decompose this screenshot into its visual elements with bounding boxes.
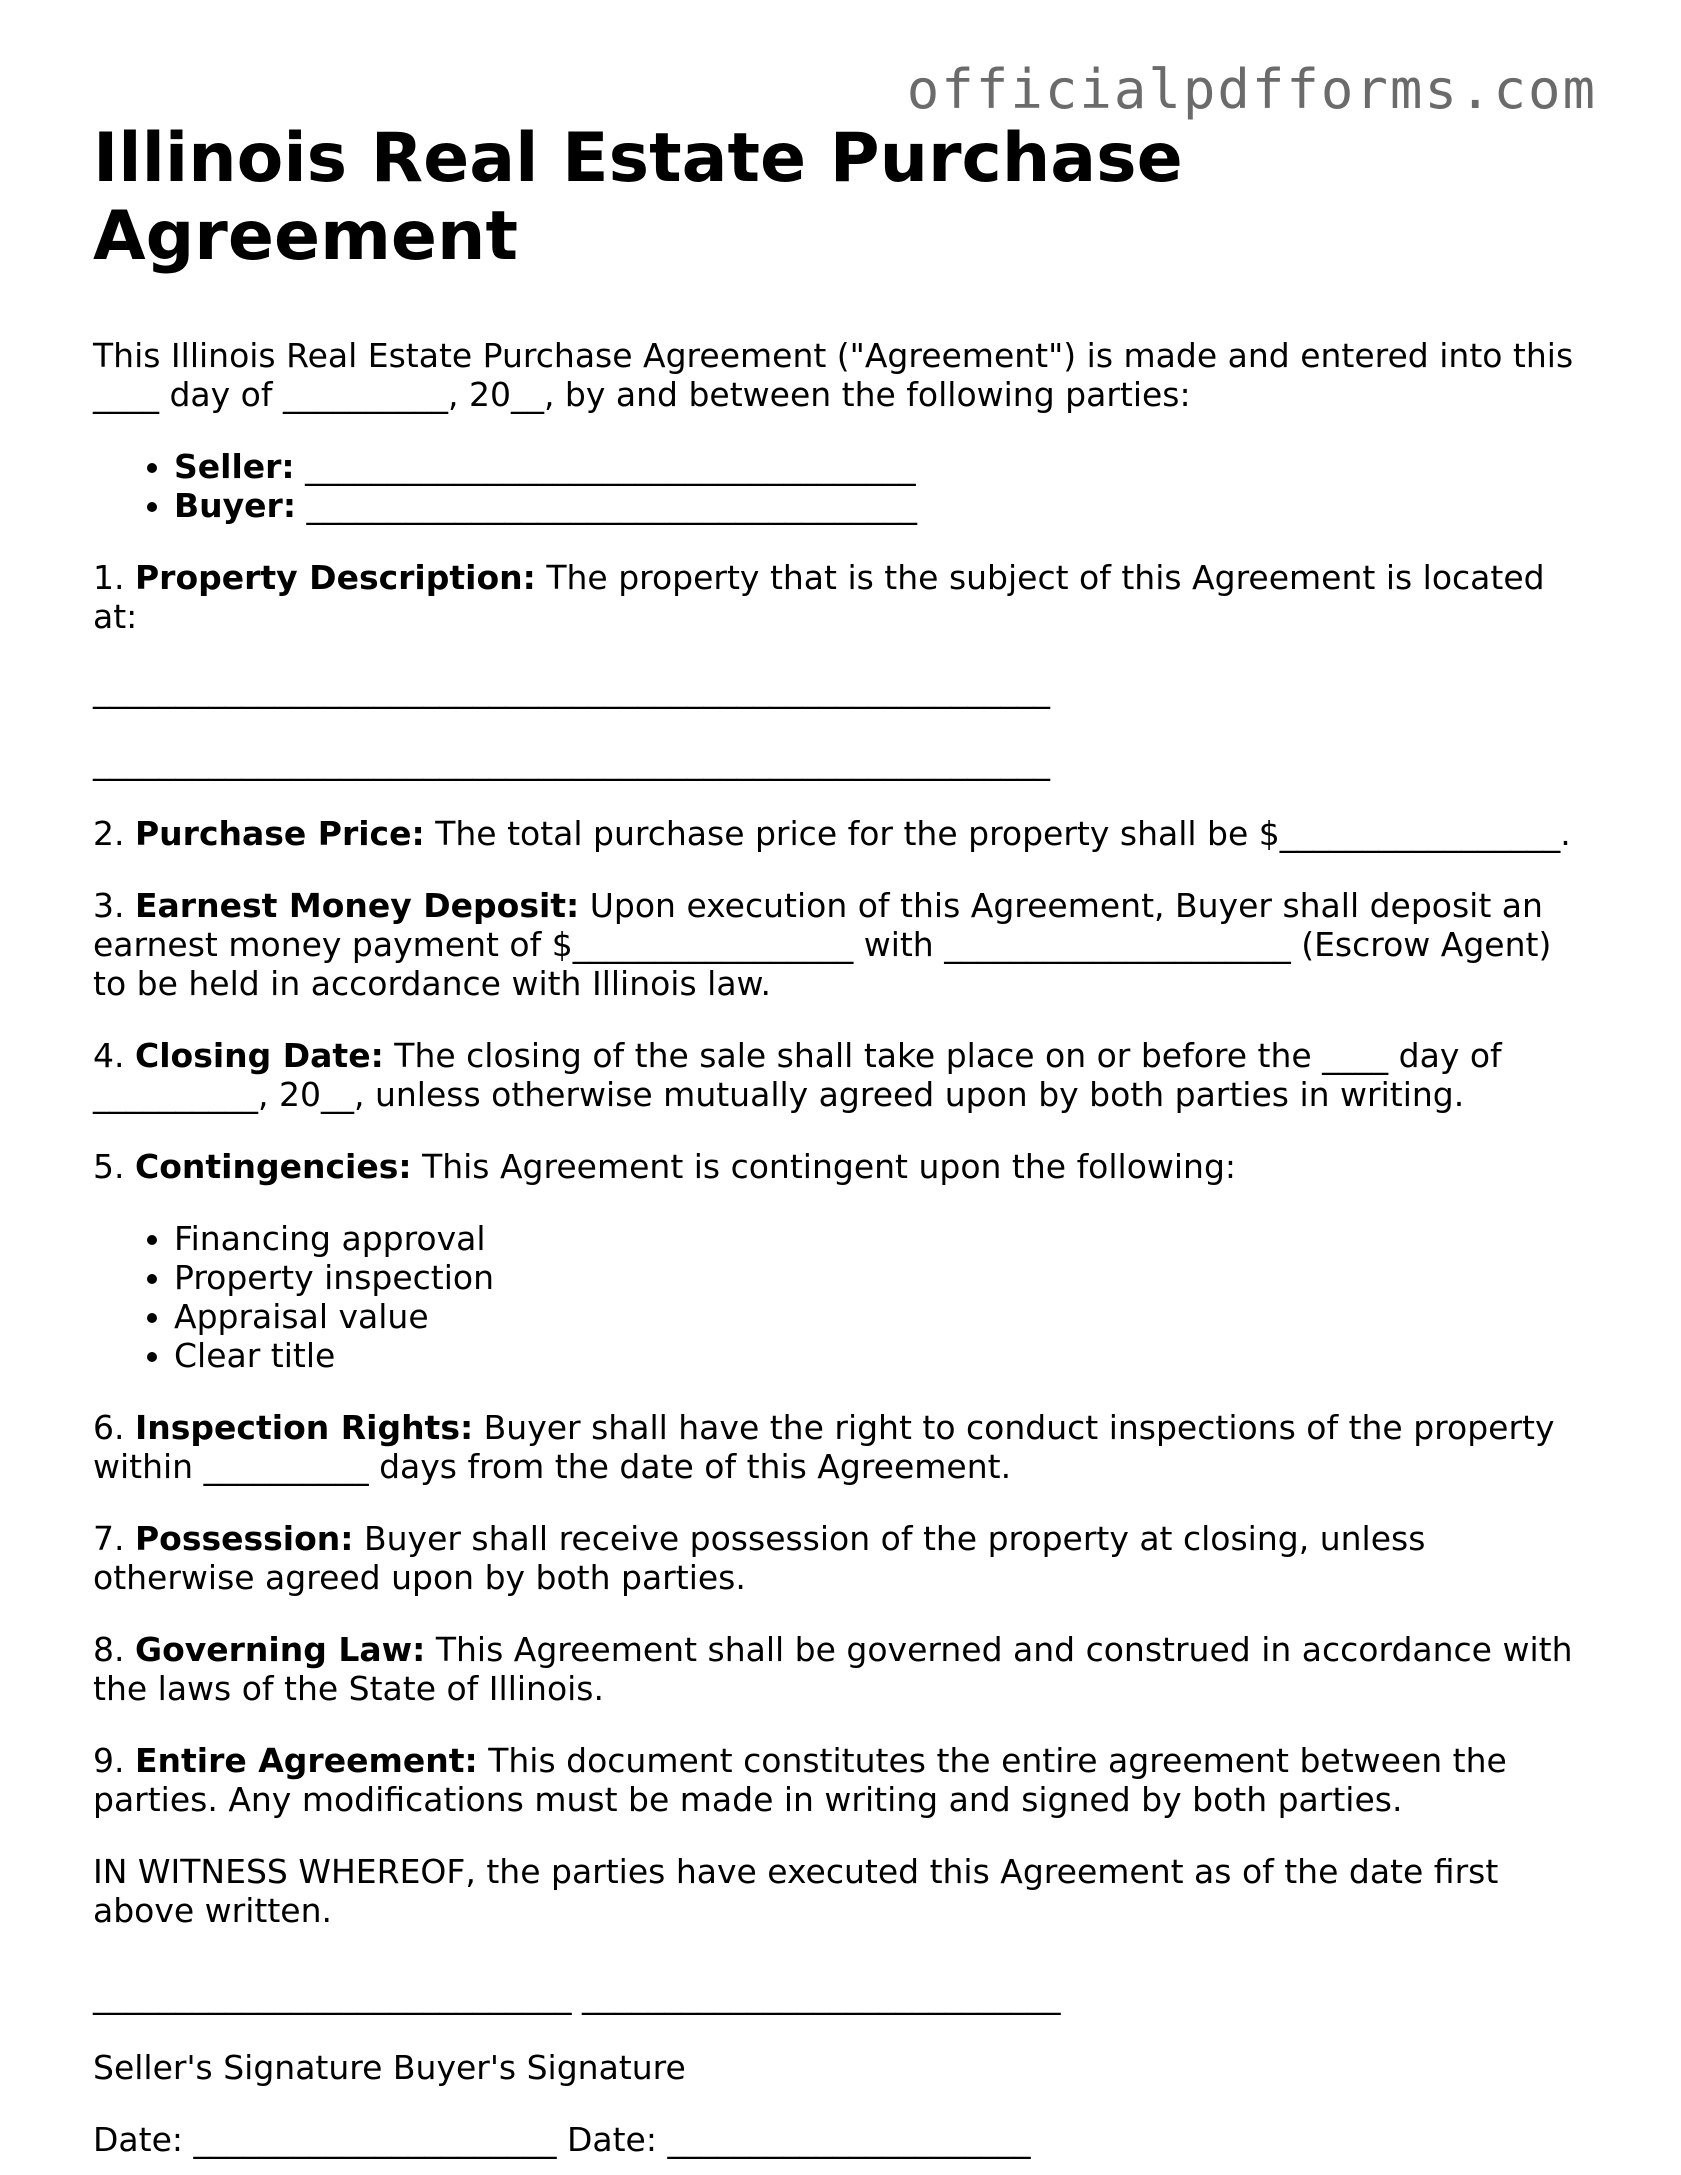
section-earnest-money <box>93 886 1593 1003</box>
signature-line[interactable]: _____________________________ _____________________________ <box>93 1976 1061 2015</box>
section-text: Upon execution of this Agreement, Buyer shall deposit an earnest money payment of $_________________ with _____________________ (Escrow Agent) to be held in accordance with Illinois law. <box>93 886 1552 1003</box>
section-heading: Contingencies: <box>135 1147 412 1186</box>
watermark: officialpdfforms.com <box>906 58 1597 121</box>
section-heading: Entire Agreement: <box>135 1741 478 1780</box>
seller-field[interactable]: _____________________________________ <box>305 447 916 486</box>
section-text: Buyer shall receive possession of the property at closing, unless otherwise agreed upon by both parties. <box>93 1519 1426 1597</box>
document-page <box>93 120 1593 2159</box>
section-text: The total purchase price for the property shall be $_________________. <box>435 814 1571 853</box>
parties-list <box>93 447 1593 525</box>
intro-paragraph: This Illinois Real Estate Purchase Agreement ("Agreement") is made and entered into this ____ day of __________, 20__, by and between the following parties: <box>93 336 1574 414</box>
section-entire-agreement <box>93 1741 1593 1819</box>
section-number: 9. <box>93 1741 125 1780</box>
section-inspection-rights <box>93 1408 1593 1486</box>
signature-labels: Seller's Signature Buyer's Signature <box>93 2048 686 2087</box>
section-property-description <box>93 558 1593 636</box>
section-possession <box>93 1519 1593 1597</box>
list-item: • Clear title <box>174 1336 1593 1375</box>
contingencies-list <box>93 1219 1593 1375</box>
section-number: 6. <box>93 1408 125 1447</box>
section-number: 5. <box>93 1147 125 1186</box>
section-governing-law <box>93 1630 1593 1708</box>
section-heading: Possession: <box>135 1519 354 1558</box>
section-contingencies <box>93 1147 1593 1186</box>
address-line-2[interactable]: __________________________________________________________ <box>93 742 1050 781</box>
buyer-label: Buyer: <box>174 486 297 525</box>
section-heading: Governing Law: <box>135 1630 426 1669</box>
section-number: 3. <box>93 886 125 925</box>
section-purchase-price <box>93 814 1593 853</box>
section-heading: Property Description: <box>135 558 536 597</box>
section-number: 8. <box>93 1630 125 1669</box>
list-item: • Property inspection <box>174 1258 1593 1297</box>
list-item: • Financing approval <box>174 1219 1593 1258</box>
seller-label: Seller: <box>174 447 295 486</box>
section-number: 7. <box>93 1519 125 1558</box>
section-number: 4. <box>93 1036 125 1075</box>
list-item: • Appraisal value <box>174 1297 1593 1336</box>
list-item <box>174 486 1593 525</box>
date-line[interactable]: Date: ______________________ Date: ______________________ <box>93 2120 1031 2159</box>
list-item <box>174 447 1593 486</box>
section-heading: Closing Date: <box>135 1036 384 1075</box>
section-text: The closing of the sale shall take place on or before the ____ day of __________, 20__, unless otherwise mutually agreed upon by both parties in writing. <box>93 1036 1502 1114</box>
address-line-1[interactable]: __________________________________________________________ <box>93 670 1050 709</box>
section-text: This Agreement shall be governed and construed in accordance with the laws of the State of Illinois. <box>93 1630 1573 1708</box>
section-heading: Earnest Money Deposit: <box>135 886 580 925</box>
section-number: 2. <box>93 814 125 853</box>
section-text: Buyer shall have the right to conduct inspections of the property within __________ days from the date of this Agreement. <box>93 1408 1555 1486</box>
section-number: 1. <box>93 558 125 597</box>
page-title: Illinois Real Estate Purchase Agreement <box>93 119 1183 276</box>
section-heading: Purchase Price: <box>135 814 425 853</box>
witness-paragraph: IN WITNESS WHEREOF, the parties have executed this Agreement as of the date first above written. <box>93 1852 1499 1930</box>
section-text: The property that is the subject of this Agreement is located at: <box>93 558 1545 636</box>
section-heading: Inspection Rights: <box>135 1408 474 1447</box>
section-text: This document constitutes the entire agreement between the parties. Any modifications must be made in writing and signed by both parties. <box>93 1741 1507 1819</box>
section-text: This Agreement is contingent upon the following: <box>422 1147 1237 1186</box>
buyer-field[interactable]: _____________________________________ <box>306 486 918 525</box>
section-closing-date <box>93 1036 1593 1114</box>
